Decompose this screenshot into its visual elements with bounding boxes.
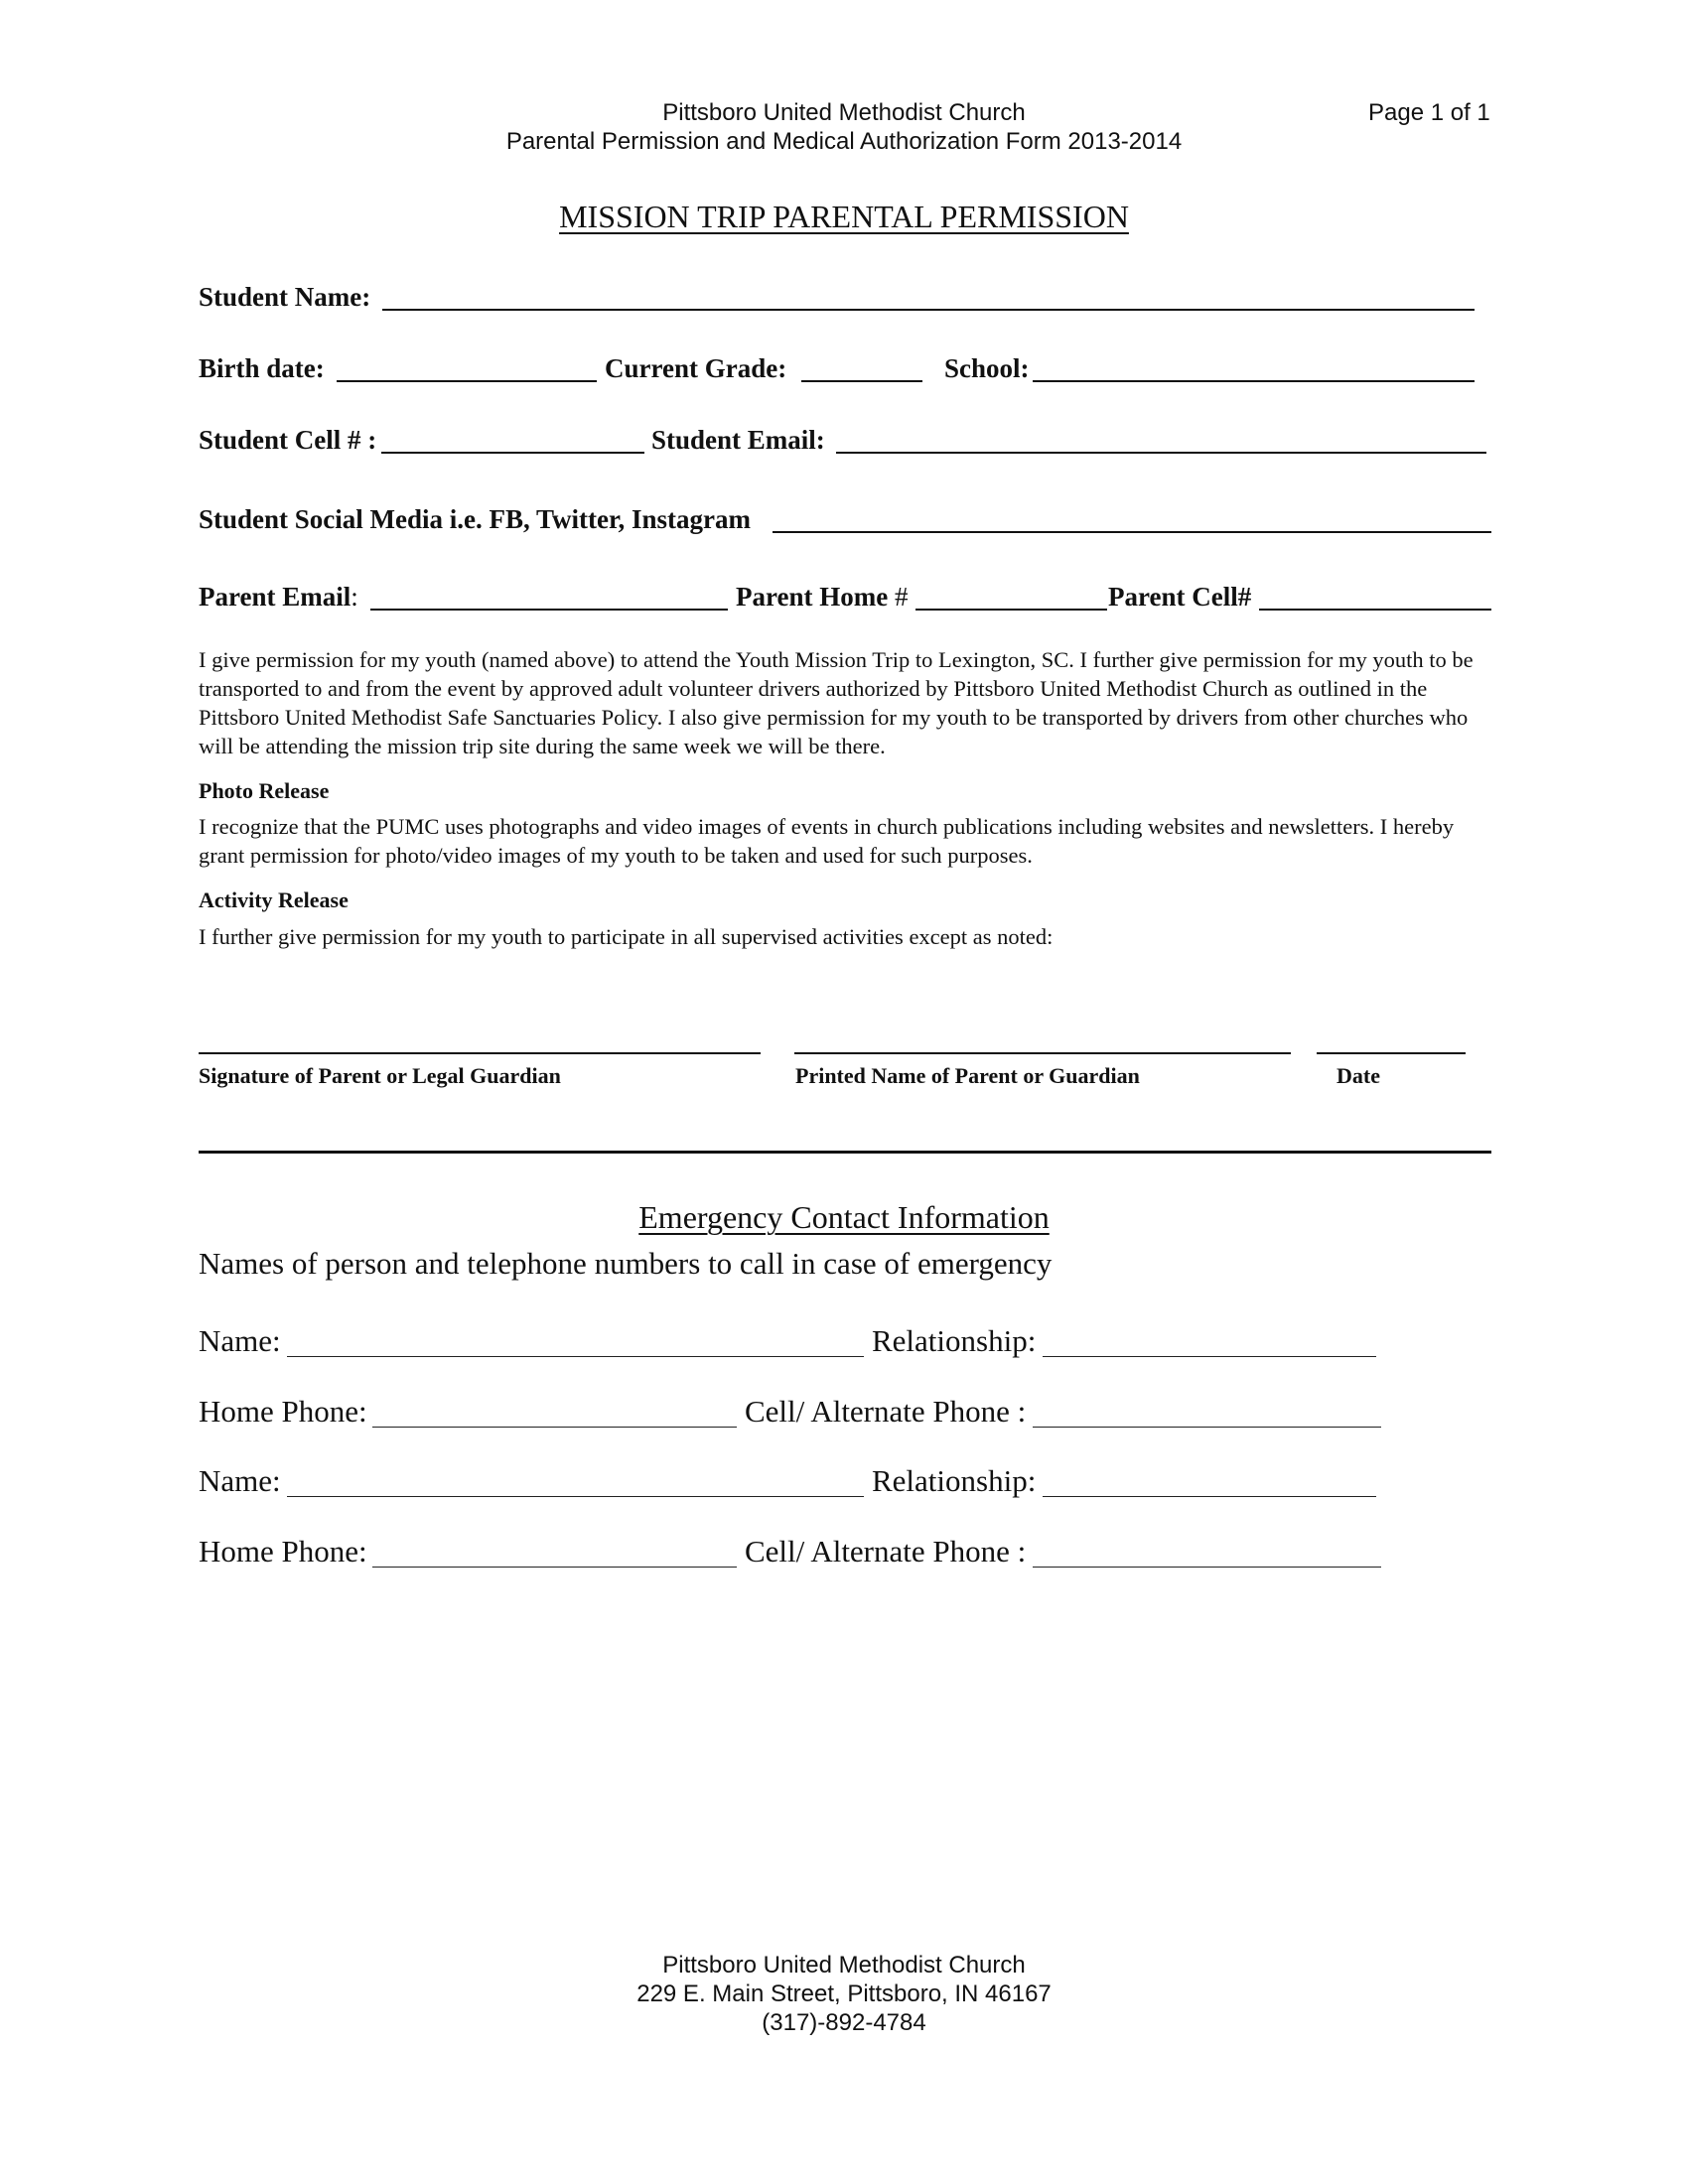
header-church-name: Pittsboro United Methodist Church <box>662 99 1026 126</box>
parent-email-field[interactable] <box>370 609 728 611</box>
printed-name-line[interactable] <box>794 1052 1291 1054</box>
contact-relationship-label: Relationship: <box>872 1463 1037 1498</box>
signature-label: Signature of Parent or Legal Guardian <box>199 1063 561 1088</box>
current-grade-label: Current Grade: <box>605 353 787 383</box>
school-label: School: <box>944 353 1030 383</box>
contact-home-phone-label: Home Phone: <box>199 1534 367 1569</box>
activity-release-heading: Activity Release <box>199 887 349 912</box>
contact-relationship-label: Relationship: <box>872 1323 1037 1358</box>
contact-name-field[interactable] <box>287 1496 864 1497</box>
school-field[interactable] <box>1033 380 1475 382</box>
page-title: MISSION TRIP PARENTAL PERMISSION <box>559 199 1129 234</box>
student-name-field[interactable] <box>382 309 1475 311</box>
birth-date-field[interactable] <box>337 380 597 382</box>
contact-name-field[interactable] <box>287 1356 864 1357</box>
parent-email-label: Parent Email: <box>199 582 358 612</box>
section-divider <box>199 1151 1491 1154</box>
parent-home-field[interactable] <box>915 609 1107 611</box>
emergency-subtitle: Names of person and telephone numbers to call in case of emergency <box>199 1246 1053 1281</box>
parent-cell-field[interactable] <box>1259 609 1491 611</box>
contact-home-phone-label: Home Phone: <box>199 1394 367 1429</box>
birth-date-label: Birth date: <box>199 353 325 383</box>
footer-church-name: Pittsboro United Methodist Church <box>662 1952 1026 1979</box>
contact-home-phone-field[interactable] <box>372 1427 737 1428</box>
contact-relationship-field[interactable] <box>1043 1356 1376 1357</box>
signature-line[interactable] <box>199 1052 761 1054</box>
parent-cell-label: Parent Cell# <box>1108 582 1252 612</box>
date-label: Date <box>1336 1063 1380 1088</box>
contact-name-label: Name: <box>199 1323 281 1358</box>
photo-release-heading: Photo Release <box>199 778 330 803</box>
student-email-field[interactable] <box>836 452 1486 454</box>
footer-address: 229 E. Main Street, Pittsboro, IN 46167 <box>636 1980 1052 2007</box>
student-cell-field[interactable] <box>381 452 644 454</box>
footer-phone: (317)-892-4784 <box>762 2009 926 2036</box>
contact-cell-phone-field[interactable] <box>1033 1567 1381 1568</box>
contact-relationship-field[interactable] <box>1043 1496 1376 1497</box>
current-grade-field[interactable] <box>801 380 922 382</box>
permission-paragraph: I give permission for my youth (named above) to attend the Youth Mission Trip to Lexington, SC. I further give permission for my youth to be transported to and from the event by approved adult volunteer drivers authorized by Pittsboro United Methodist Church as outlined in the Pittsboro United Methodist Safe Sanctuaries Policy. I also give permission for my youth to be transported by drivers from other churches who will be attending the mission trip site during the same week we will be there. <box>199 647 1474 758</box>
student-cell-label: Student Cell # : <box>199 425 377 455</box>
student-name-label: Student Name: <box>199 282 371 312</box>
contact-home-phone-field[interactable] <box>372 1567 737 1568</box>
contact-cell-phone-label: Cell/ Alternate Phone : <box>745 1534 1027 1569</box>
social-media-field[interactable] <box>773 531 1491 533</box>
emergency-title: Emergency Contact Information <box>638 1199 1050 1235</box>
social-media-label: Student Social Media i.e. FB, Twitter, Instagram <box>199 504 751 534</box>
contact-name-label: Name: <box>199 1463 281 1498</box>
header-form-title: Parental Permission and Medical Authorization Form 2013-2014 <box>505 128 1183 155</box>
activity-release-text: I further give permission for my youth to participate in all supervised activities except as noted: <box>199 924 1054 949</box>
date-line[interactable] <box>1317 1052 1466 1054</box>
parent-home-label: Parent Home # <box>736 582 909 612</box>
student-email-label: Student Email: <box>651 425 825 455</box>
contact-cell-phone-field[interactable] <box>1033 1427 1381 1428</box>
printed-name-label: Printed Name of Parent or Guardian <box>795 1063 1140 1088</box>
page-number: Page 1 of 1 <box>1368 99 1490 126</box>
contact-cell-phone-label: Cell/ Alternate Phone : <box>745 1394 1027 1429</box>
photo-release-text: I recognize that the PUMC uses photographs and video images of events in church publications including websites and newsletters. I hereby grant permission for photo/video images of my youth to be taken and used for such purposes. <box>199 814 1455 868</box>
